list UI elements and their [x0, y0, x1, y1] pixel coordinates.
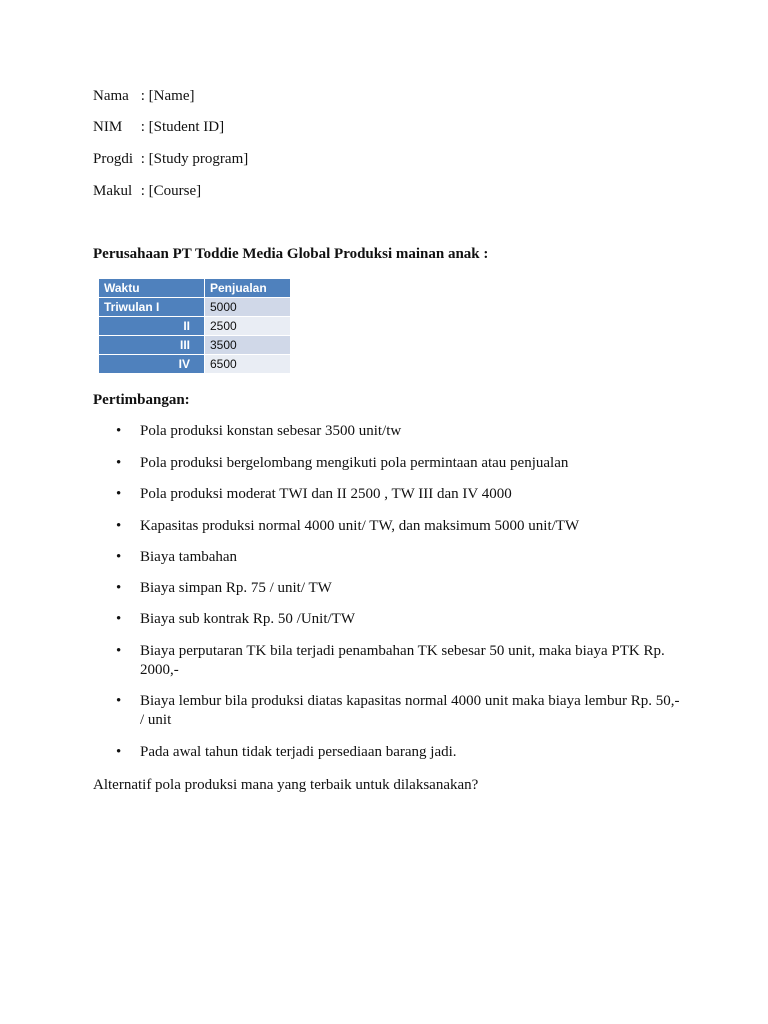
table-row: [99, 355, 291, 374]
bullet-icon: •: [116, 643, 122, 659]
sales-cell: 2500: [205, 317, 291, 336]
list-item-text: Biaya tambahan: [140, 549, 238, 565]
bullet-icon: •: [116, 549, 122, 565]
bullet-icon: •: [116, 423, 122, 439]
meta-separator: :: [140, 88, 145, 104]
meta-row-nim: [93, 118, 224, 137]
meta-row-makul: [93, 182, 201, 201]
table-header-row: [99, 279, 291, 298]
bullet-icon: •: [116, 611, 122, 627]
meta-separator: :: [140, 183, 145, 199]
period-cell: II: [99, 317, 205, 336]
meta-row-name: [93, 87, 194, 106]
meta-value-progdi: [Study program]: [148, 151, 249, 167]
header-waktu: Waktu: [99, 279, 205, 298]
meta-value-name: [Name]: [148, 88, 195, 104]
sales-table: [98, 278, 291, 374]
meta-separator: :: [140, 119, 145, 135]
table-row: [99, 298, 291, 317]
sales-cell: 6500: [205, 355, 291, 374]
period-cell: III: [99, 336, 205, 355]
list-item-text: Biaya perputaran TK bila terjadi penambahan TK sebesar 50 unit, maka biaya PTK Rp. 2000,-: [140, 643, 665, 678]
bullet-icon: •: [116, 693, 122, 709]
meta-key-nim: NIM: [93, 119, 123, 135]
list-item-text: Biaya simpan Rp. 75 / unit/ TW: [140, 580, 332, 596]
meta-separator: :: [140, 151, 145, 167]
list-item-text: Pola produksi konstan sebesar 3500 unit/tw: [140, 423, 402, 439]
meta-key-makul: Makul: [93, 183, 133, 199]
list-item-text: Pola produksi bergelombang mengikuti pola permintaan atau penjualan: [140, 455, 569, 471]
bullet-icon: •: [116, 580, 122, 596]
meta-row-progdi: [93, 150, 248, 169]
meta-key-name: Nama: [93, 88, 129, 104]
table-row: [99, 317, 291, 336]
considerations-heading: Pertimbangan:: [93, 392, 190, 408]
sales-cell: 5000: [205, 298, 291, 317]
bullet-icon: •: [116, 744, 122, 760]
bullet-icon: •: [116, 455, 122, 471]
sales-cell: 3500: [205, 336, 291, 355]
list-item-text: Pola produksi moderat TWI dan II 2500 , TW III dan IV 4000: [140, 486, 512, 502]
meta-key-progdi: Progdi: [93, 151, 134, 167]
bullet-icon: •: [116, 518, 122, 534]
period-cell: Triwulan I: [99, 298, 205, 317]
list-item-text: Biaya sub kontrak Rp. 50 /Unit/TW: [140, 611, 355, 627]
header-penjualan: Penjualan: [205, 279, 291, 298]
closing-question: Alternatif pola produksi mana yang terbaik untuk dilaksanakan?: [93, 777, 479, 793]
meta-value-nim: [Student ID]: [148, 119, 225, 135]
list-item-text: Kapasitas produksi normal 4000 unit/ TW, dan maksimum 5000 unit/TW: [140, 518, 580, 534]
table-row: [99, 336, 291, 355]
document-title: Perusahaan PT Toddie Media Global Produksi mainan anak :: [93, 246, 489, 262]
period-cell: IV: [99, 355, 205, 374]
list-item-text: Pada awal tahun tidak terjadi persediaan barang jadi.: [140, 744, 457, 760]
meta-value-makul: [Course]: [148, 183, 202, 199]
list-item-text: Biaya lembur bila produksi diatas kapasitas normal 4000 unit maka biaya lembur Rp. 50,- / unit: [140, 693, 680, 728]
bullet-icon: •: [116, 486, 122, 502]
